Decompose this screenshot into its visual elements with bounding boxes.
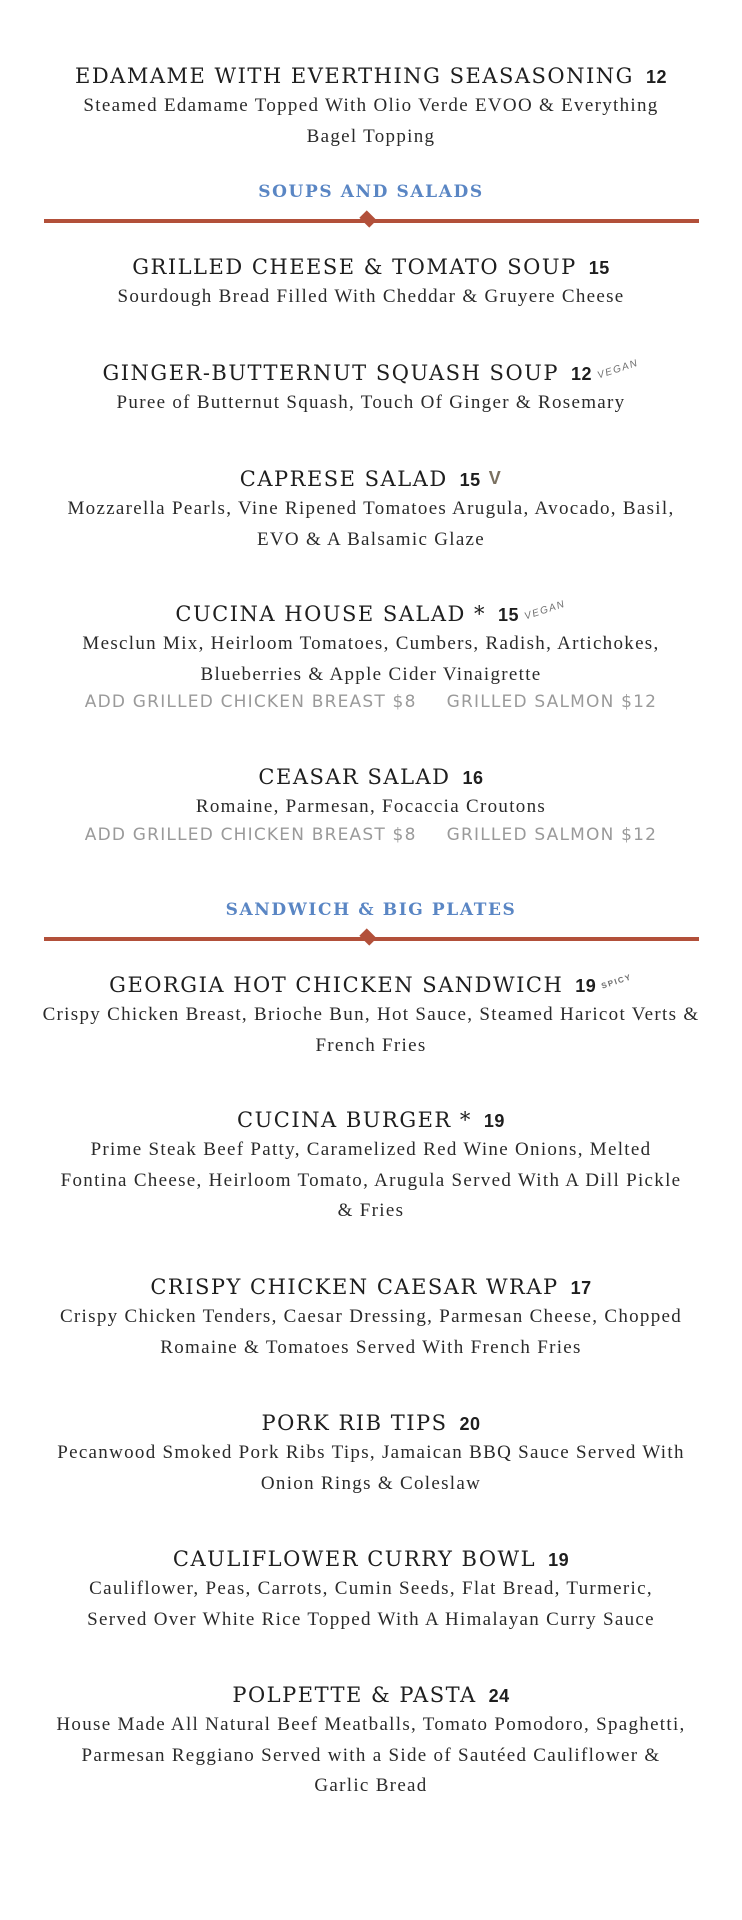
item-title <box>0 1410 742 1436</box>
section-divider <box>44 929 699 949</box>
item-description: Crispy Chicken Breast, Brioche Bun, Hot Sauce, Steamed Haricot Verts & French Fries <box>42 1004 700 1056</box>
item-title <box>0 63 742 89</box>
vegan-tag: VEGAN <box>523 598 568 623</box>
item-title <box>0 357 742 386</box>
item-name: CUCINA BURGER * <box>237 1108 472 1132</box>
menu-item-edamame <box>0 63 742 152</box>
item-name: CEASAR SALAD <box>258 765 451 789</box>
item-name: PORK RIB TIPS <box>261 1411 448 1435</box>
item-price: 15 <box>588 258 610 278</box>
item-price: 15 <box>459 470 481 490</box>
menu-item-house-salad <box>0 598 742 714</box>
item-description: Cauliflower, Peas, Carrots, Cumin Seeds, Flat Bread, Turmeric, Served Over White Rice Topped With A Himalayan Curry Sauce <box>87 1578 655 1630</box>
item-title <box>0 598 742 627</box>
menu-item-polpette-pasta <box>0 1682 742 1802</box>
item-name: CRISPY CHICKEN CAESAR WRAP <box>150 1275 559 1299</box>
item-name: POLPETTE & PASTA <box>232 1683 477 1707</box>
item-name: CAPRESE SALAD <box>239 467 448 491</box>
section-divider <box>44 211 699 231</box>
item-price: 24 <box>488 1686 510 1706</box>
menu-item-butternut-soup <box>0 357 742 419</box>
section-title-soups-salads: SOUPS AND SALADS <box>258 182 484 202</box>
item-price: 16 <box>462 768 484 788</box>
vegan-tag: VEGAN <box>596 357 641 382</box>
item-description: House Made All Natural Beef Meatballs, Tomato Pomodoro, Spaghetti, Parmesan Reggiano Served with a Side of Sautéed Cauliflower & Garlic Bread <box>56 1714 686 1796</box>
item-title <box>0 1274 742 1300</box>
divider-diamond-icon <box>359 928 376 945</box>
menu-item-pork-rib-tips <box>0 1410 742 1499</box>
menu-item-caesar-salad <box>0 764 742 847</box>
item-title <box>0 972 742 998</box>
item-description: Pecanwood Smoked Pork Ribs Tips, Jamaican BBQ Sauce Served With Onion Rings & Coleslaw <box>57 1442 685 1494</box>
item-name: GRILLED CHEESE & TOMATO SOUP <box>132 255 577 279</box>
item-addons <box>0 690 742 714</box>
item-title <box>0 254 742 280</box>
menu-item-cauliflower-curry <box>0 1546 742 1635</box>
item-price: 19 <box>575 976 597 996</box>
addon-salmon: GRILLED SALMON $12 <box>446 692 658 712</box>
item-description: Prime Steak Beef Patty, Caramelized Red Wine Onions, Melted Fontina Cheese, Heirloom Tomato, Arugula Served With A Dill Pickle & Fries <box>60 1139 682 1221</box>
item-description: Steamed Edamame Topped With Olio Verde EVOO & Everything Bagel Topping <box>83 95 659 147</box>
item-name: CAULIFLOWER CURRY BOWL <box>172 1547 537 1571</box>
item-name: GINGER-BUTTERNUT SQUASH SOUP <box>102 361 559 385</box>
item-price: 20 <box>459 1414 481 1434</box>
spicy-tag: SPICY <box>600 972 634 991</box>
item-title <box>0 1107 742 1133</box>
item-price: 12 <box>645 67 667 87</box>
item-description: Crispy Chicken Tenders, Caesar Dressing, Parmesan Cheese, Chopped Romaine & Tomatoes Served With French Fries <box>59 1306 683 1358</box>
item-description: Mesclun Mix, Heirloom Tomatoes, Cumbers, Radish, Artichokes, Blueberries & Apple Cider Vinaigrette <box>82 633 660 685</box>
item-price: 17 <box>570 1278 592 1298</box>
vegetarian-icon: V <box>488 468 503 488</box>
item-description: Romaine, Parmesan, Focaccia Croutons <box>195 796 547 817</box>
item-price: 19 <box>483 1111 505 1131</box>
item-name: GEORGIA HOT CHICKEN SANDWICH <box>109 973 564 997</box>
item-name: CUCINA HOUSE SALAD * <box>175 602 487 626</box>
addon-salmon: GRILLED SALMON $12 <box>446 824 658 845</box>
menu-item-hot-chicken-sandwich <box>0 972 742 1061</box>
item-price: 12 <box>570 364 593 384</box>
divider-diamond-icon <box>359 210 376 227</box>
item-description: Puree of Butternut Squash, Touch Of Ginger & Rosemary <box>116 392 626 413</box>
item-description: Sourdough Bread Filled With Cheddar & Gruyere Cheese <box>117 286 625 307</box>
item-price: 15 <box>498 605 520 625</box>
item-title <box>0 466 742 492</box>
section-title-sandwich-big-plates: SANDWICH & BIG PLATES <box>225 900 517 920</box>
menu-item-grilled-cheese <box>0 254 742 313</box>
item-price: 19 <box>548 1550 570 1570</box>
item-title <box>0 1546 742 1572</box>
item-addons <box>0 823 742 847</box>
menu-item-caesar-wrap <box>0 1274 742 1363</box>
menu-item-caprese <box>0 466 742 555</box>
item-title <box>0 1682 742 1708</box>
menu-item-cucina-burger <box>0 1107 742 1227</box>
item-title <box>0 764 742 790</box>
addon-chicken: ADD GRILLED CHICKEN BREAST $8 <box>84 824 417 845</box>
item-name: EDAMAME WITH EVERTHING SEASASONING <box>75 64 634 88</box>
item-description: Mozzarella Pearls, Vine Ripened Tomatoes Arugula, Avocado, Basil, EVO & A Balsamic Glaze <box>67 498 675 550</box>
addon-chicken: ADD GRILLED CHICKEN BREAST $8 <box>84 692 417 712</box>
